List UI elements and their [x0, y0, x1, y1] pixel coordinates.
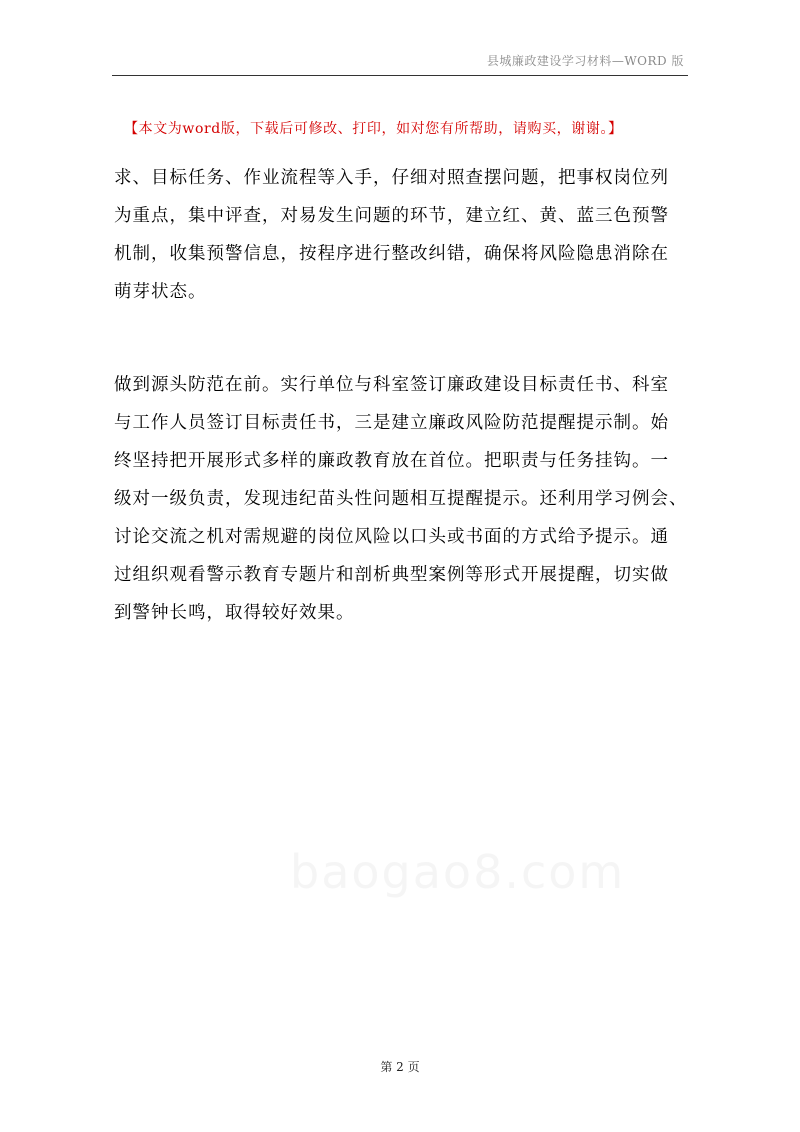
body-paragraph-1 — [114, 159, 690, 311]
watermark: baogao8.com — [290, 845, 626, 899]
paragraph-line: 做到源头防范在前。实行单位与科室签订廉政建设目标责任书、科室 — [114, 375, 669, 395]
paragraph-line: 过组织观看警示教育专题片和剖析典型案例等形式开展提醒，切实做 — [114, 565, 669, 585]
download-notice: 【本文为word版，下载后可修改、打印，如对您有所帮助，请购买，谢谢。】 — [124, 121, 623, 137]
body-paragraph-2 — [114, 366, 690, 632]
paragraph-line: 讨论交流之机对需规避的岗位风险以口头或书面的方式给予提示。通 — [114, 527, 669, 547]
header-divider — [112, 75, 688, 76]
paragraph-line: 萌芽状态。 — [114, 282, 207, 302]
paragraph-line: 与工作人员签订目标责任书，三是建立廉政风险防范提醒提示制。始 — [114, 413, 669, 433]
document-header-title: 县城廉政建设学习材料—WORD 版 — [486, 54, 684, 68]
paragraph-line: 到警钟长鸣，取得较好效果。 — [114, 603, 355, 623]
paragraph-line: 机制，收集预警信息，按程序进行整改纠错，确保将风险隐患消除在 — [114, 244, 669, 264]
paragraph-line: 求、目标任务、作业流程等入手，仔细对照查摆问题，把事权岗位列 — [114, 168, 669, 188]
page-number: 第 2 页 — [380, 1060, 420, 1074]
paragraph-line: 为重点，集中评查，对易发生问题的环节，建立红、黄、蓝三色预警 — [114, 206, 669, 226]
paragraph-line: 终坚持把开展形式多样的廉政教育放在首位。把职责与任务挂钩。一 — [114, 451, 669, 471]
paragraph-line: 级对一级负责，发现违纪苗头性问题相互提醒提示。还利用学习例会、 — [114, 489, 688, 509]
